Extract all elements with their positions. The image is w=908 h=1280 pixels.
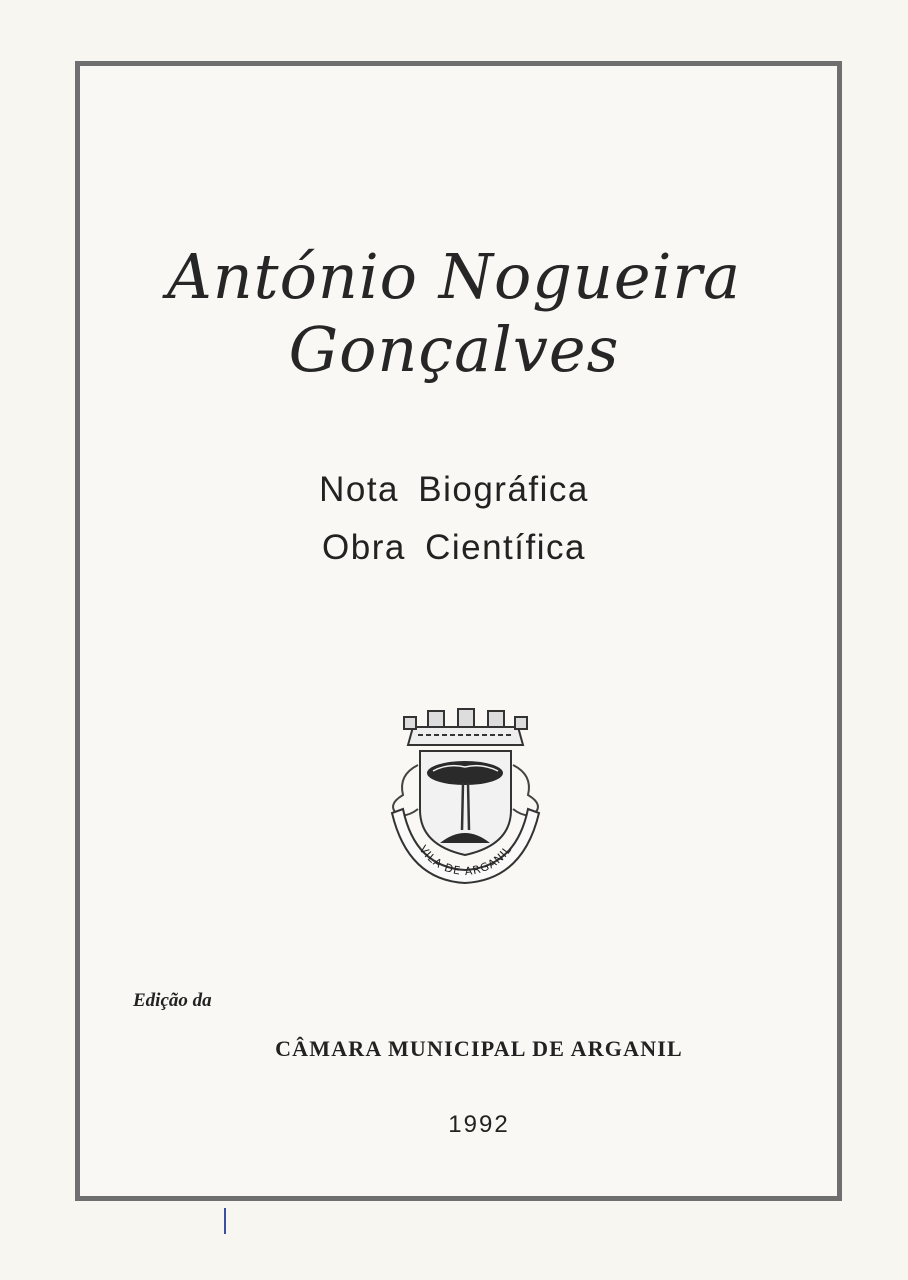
coat-of-arms-icon [378,705,553,890]
publication-year: 1992 [448,1111,510,1138]
page-border [75,61,842,1201]
publisher-name: CÂMARA MUNICIPAL DE ARGANIL [275,1036,683,1061]
subtitle-nota-biografica: Nota Biográfica [319,470,589,509]
edition-label: Edição da [133,990,212,1011]
author-name: António Nogueira Gonçalves [166,240,742,386]
pen-mark [224,1208,226,1234]
crest-motto: VILA DE ARGANIL [416,843,515,879]
subtitle-obra-cientifica: Obra Científica [322,528,586,567]
